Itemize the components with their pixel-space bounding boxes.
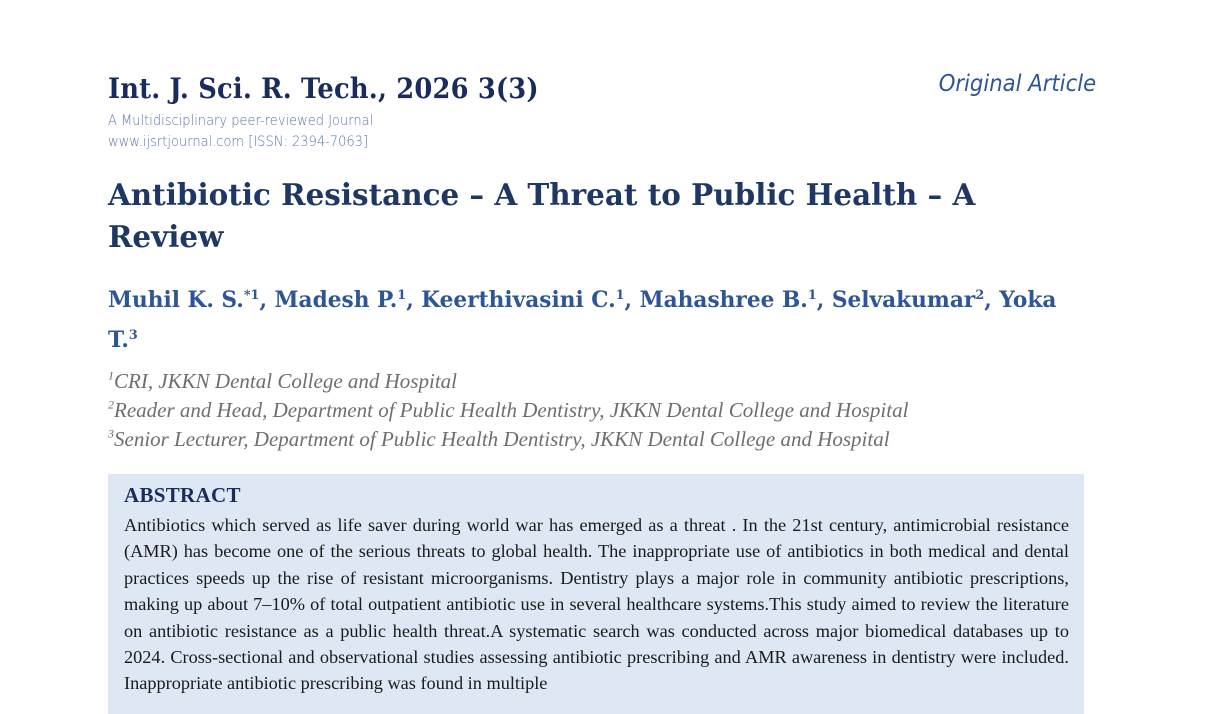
author-separator: , [816,287,832,313]
affiliation-number: 1 [108,368,114,383]
author-name: Selvakumar [831,287,976,313]
author-separator: , [984,287,1000,313]
abstract-heading: ABSTRACT [124,483,241,507]
author-name: Muhil K. S. [108,287,244,313]
affiliation-text: Senior Lecturer, Department of Public Health Dentistry, JKKN Dental College and Hospital [114,427,890,451]
article-type-label: Original Article [938,71,1096,97]
affiliation-item [108,396,908,425]
affiliation-text: CRI, JKKN Dental College and Hospital [114,369,457,393]
author-affiliation-mark: 3 [128,328,138,344]
author-separator: , [624,287,640,313]
affiliation-item [108,425,908,454]
author-name: Mahashree B. [639,287,808,313]
affiliation-text: Reader and Head, Department of Public Health Dentistry, JKKN Dental College and Hospital [114,398,909,422]
author-affiliation-mark: *1 [243,288,260,304]
abstract-text: Antibiotics which served as life saver during world war has emerged as a threat . In the 21st century, antimicrobial resistance (AMR) has become one of the serious threats to global health. The inappropriate use of antibiotics in both medical and dental practices speeds up the rise of resistant microorganisms. Dentistry plays a major role in community antibiotic prescriptions, making up about 7–10% of total outpatient antibiotic use in several healthcare systems.This study aimed to review the literature on antibiotic resistance as a public health threat.A systematic search was conducted across major biomedical databases up to 2024. Cross-sectional and observational studies assessing antibiotic prescribing and AMR awareness in dentistry were included. Inappropriate antibiotic prescribing was found in multiple [124,515,1069,694]
abstract-box [108,474,1084,714]
affiliation-number: 2 [108,397,114,412]
journal-subtitle: A Multidisciplinary peer-reviewed Journal [108,113,374,129]
author-affiliation-mark: 2 [975,288,985,304]
author-name: Madesh P. [274,287,398,313]
journal-title: Int. J. Sci. R. Tech., 2026 3(3) [108,72,539,105]
author-name: Keerthivasini C. [421,287,616,313]
author-separator: , [406,287,422,313]
author-name: Yoka T. [108,287,1057,353]
affiliation-number: 3 [108,426,114,441]
affiliation-list [108,367,908,454]
author-list [108,280,1068,360]
paper-title: Antibiotic Resistance – A Threat to Public Health – A Review [108,178,976,255]
author-separator: , [259,287,275,313]
author-affiliation-mark: 1 [807,288,817,304]
affiliation-item [108,367,908,396]
journal-url-issn: www.ijsrtjournal.com [ISSN: 2394-7063] [108,134,369,150]
author-affiliation-mark: 1 [397,288,407,304]
author-affiliation-mark: 1 [615,288,625,304]
